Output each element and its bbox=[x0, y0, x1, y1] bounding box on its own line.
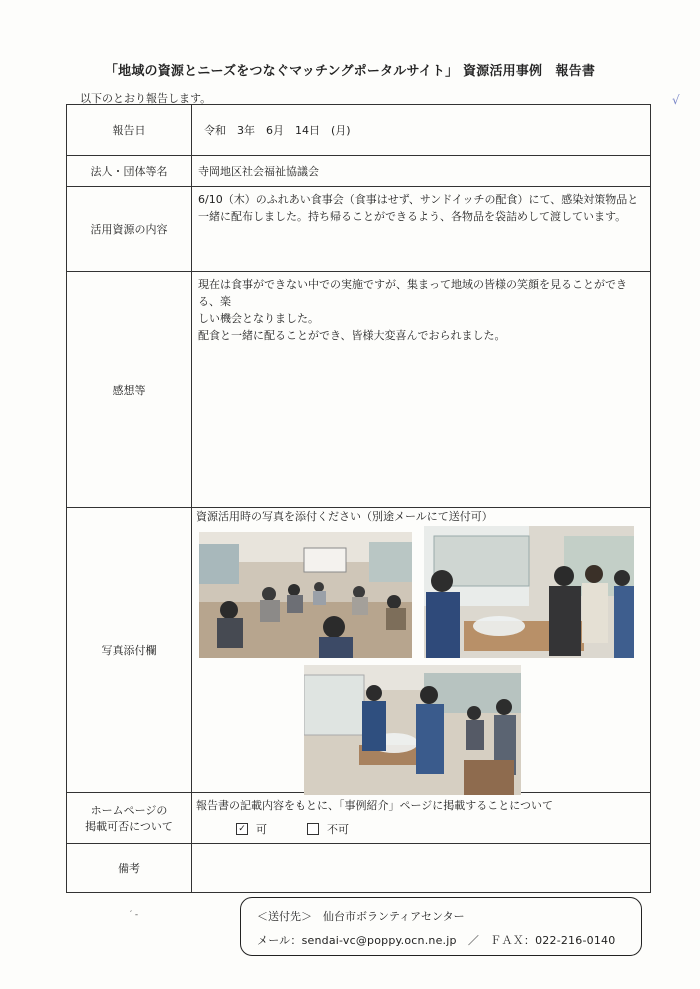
resource-line: 一緒に配布しました。持ち帰ることができるよう、各物品を袋詰めして渡しています。 bbox=[198, 210, 627, 223]
event-photo-volunteers[interactable] bbox=[304, 665, 521, 795]
event-photo-distribution[interactable] bbox=[424, 526, 634, 658]
publish-question: 報告書の記載内容をもとに、「事例紹介」ページに掲載することについて bbox=[196, 799, 554, 812]
option-no-label: 不可 bbox=[327, 823, 349, 836]
event-photo-hall[interactable] bbox=[199, 532, 412, 658]
photos-caption: 資源活用時の写真を添付ください（別途メールにて送付可） bbox=[196, 510, 493, 523]
impression-row bbox=[67, 272, 651, 508]
notes-label: 備考 bbox=[67, 844, 192, 893]
org-row bbox=[67, 156, 651, 187]
date-value[interactable]: 令和 3年 6月 14日 (月) bbox=[192, 105, 651, 156]
impression-line: 現在は食事ができない中での実施ですが、集まって地域の皆様の笑顔を見ることができる、楽 bbox=[198, 278, 627, 308]
intro-text: 以下のとおり報告します。 bbox=[80, 92, 212, 105]
publish-cell bbox=[192, 793, 651, 844]
date-row bbox=[67, 105, 651, 156]
publish-options bbox=[192, 813, 650, 837]
resource-row bbox=[67, 187, 651, 272]
photos-row bbox=[67, 508, 651, 793]
scan-speck: ′ ‐ bbox=[130, 910, 139, 920]
resource-line: 6/10（木）のふれあい食事会（食事はせず、サンドイッチの配食）にて、感染対策物品と bbox=[198, 193, 639, 206]
publish-option-yes[interactable] bbox=[236, 821, 267, 837]
impression-line: 配食と一緒に配ることができ、皆様大変喜んでおられました。 bbox=[198, 329, 506, 342]
photos-label: 写真添付欄 bbox=[67, 508, 192, 793]
publish-option-no[interactable] bbox=[307, 821, 349, 837]
impression-line: しい機会となりました。 bbox=[198, 312, 319, 325]
checkbox-yes[interactable]: ✓ bbox=[236, 823, 248, 835]
impression-label: 感想等 bbox=[67, 272, 192, 508]
contact-line: メール：sendai-vc@poppy.ocn.ne.jp ／ ＦＡＸ：022-216-0140 bbox=[257, 934, 616, 947]
option-yes-label: 可 bbox=[256, 823, 267, 836]
date-label: 報告日 bbox=[67, 105, 192, 156]
resource-content[interactable] bbox=[192, 187, 651, 272]
impression-content[interactable] bbox=[192, 272, 651, 508]
publish-label-line: 掲載可否について bbox=[85, 820, 173, 833]
publish-label bbox=[67, 793, 192, 844]
notes-value[interactable] bbox=[192, 844, 651, 893]
checkbox-no[interactable] bbox=[307, 823, 319, 835]
org-label: 法人・団体等名 bbox=[67, 156, 192, 187]
document-title: 「地域の資源とニーズをつなぐマッチングポータルサイト」 資源活用事例 報告書 bbox=[104, 64, 596, 79]
photos-area bbox=[192, 526, 650, 792]
publish-row bbox=[67, 793, 651, 844]
publish-label-line: ホームページの bbox=[90, 804, 168, 817]
margin-check-mark: √ bbox=[672, 93, 680, 107]
contact-box bbox=[240, 897, 642, 956]
org-value[interactable]: 寺岡地区社会福祉協議会 bbox=[192, 156, 651, 187]
notes-row bbox=[67, 844, 651, 893]
contact-title: ＜送付先＞ 仙台市ボランティアセンター bbox=[257, 910, 465, 923]
report-form bbox=[66, 104, 651, 893]
photos-cell bbox=[192, 508, 651, 793]
resource-label: 活用資源の内容 bbox=[67, 187, 192, 272]
